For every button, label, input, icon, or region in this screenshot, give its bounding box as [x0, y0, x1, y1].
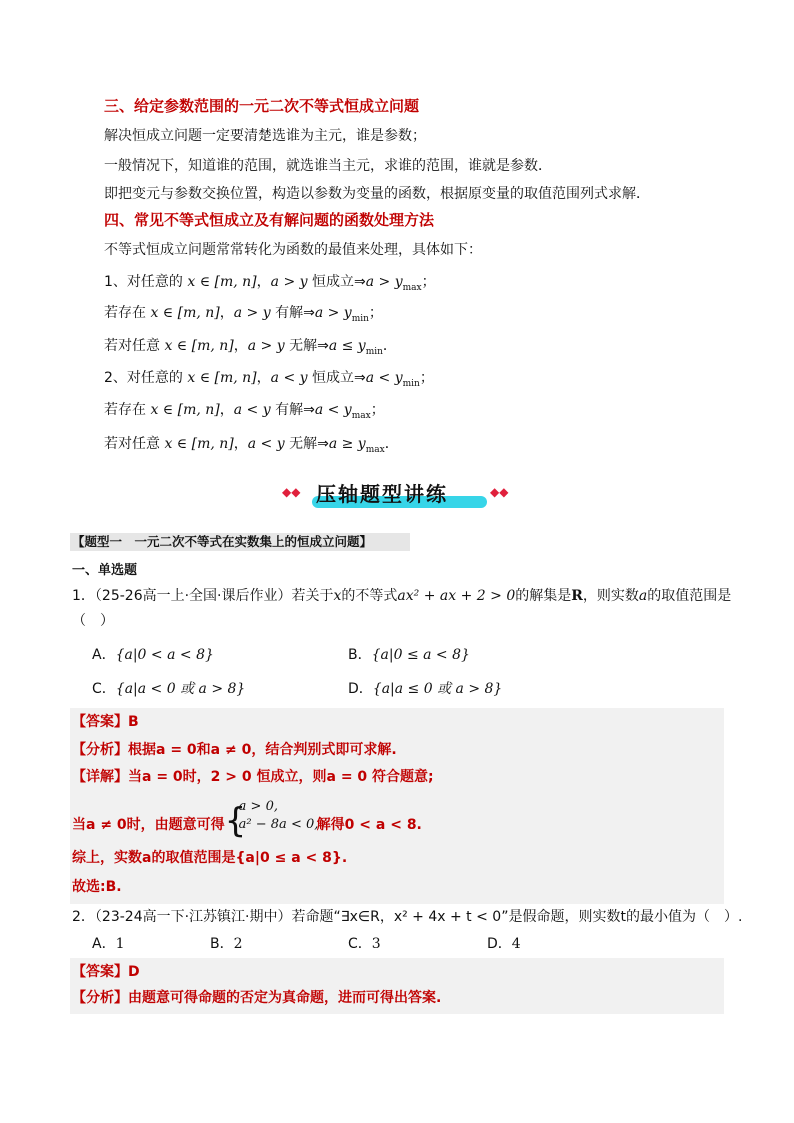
rule-subscript: max: [365, 444, 385, 455]
set-R: R: [571, 588, 583, 604]
detail-line-4: 故选:B.: [72, 879, 122, 895]
domain-expr: x ∈ [m, n]: [187, 370, 257, 386]
question-2-stem: 2．（23-24高一下·江苏镇江·期中）若命题“∃x∈R，x² + 4x + t < 0”是假命题，则实数t的最小值为（ ）.: [72, 909, 743, 925]
comma: ，: [256, 370, 271, 386]
rule-result: a > y: [365, 274, 403, 290]
domain-expr: x ∈ [m, n]: [150, 305, 220, 321]
comma: ，: [219, 305, 234, 321]
stem-text: 若关于: [291, 588, 334, 604]
rule-line: [104, 303, 383, 329]
paragraph-2: 一般情况下，知道谁的范围，就选谁当主元，求谁的范围，谁就是参数．: [104, 158, 552, 174]
rule-end: ．: [384, 436, 399, 452]
rule-end: ．: [382, 338, 397, 354]
option-B[interactable]: B．{a|0 ≤ a < 8}: [348, 647, 470, 663]
rule-condition: a > y: [270, 274, 308, 290]
single-choice-heading: 一、单选题: [72, 563, 138, 578]
q2-answer-line: 【答案】D: [72, 964, 140, 980]
rule-result: a ≤ y: [328, 338, 366, 354]
detail-line-1: 【详解】当a = 0时，2 > 0 恒成立，则a = 0 符合题意;: [72, 769, 434, 785]
comma: ，: [233, 436, 248, 452]
paragraph-1: 解决恒成立问题一定要清楚选谁为主元，谁是参数；: [104, 128, 426, 144]
rule-prefix: 若对任意: [104, 436, 165, 452]
answer-paren: （ ）: [72, 613, 114, 629]
rule-line: [104, 400, 385, 426]
rule-end: ；: [370, 402, 385, 418]
rule-line: [104, 272, 436, 298]
rule-verb: 恒成立⇒: [307, 370, 366, 386]
rule-prefix: 2、对任意的: [104, 370, 188, 386]
q2-option-C[interactable]: C．3: [348, 936, 381, 952]
diamond-icon-right: ◆◆: [490, 485, 509, 499]
var-a: a: [638, 588, 648, 604]
analysis-line: 【分析】根据a = 0和a ≠ 0，结合判别式即可求解.: [72, 742, 397, 758]
rule-end: ；: [421, 274, 436, 290]
rule-condition: a > y: [247, 338, 285, 354]
rule-verb: 无解⇒: [284, 436, 329, 452]
banner-title: 压轴题型讲练: [316, 482, 448, 506]
diamond-icon-left: ◆◆: [282, 485, 301, 499]
stem-text: 的解集是: [515, 588, 572, 604]
rule-subscript: min: [402, 378, 420, 389]
rule-prefix: 若对任意: [104, 338, 165, 354]
paragraph-4: 不等式恒成立问题常常转化为函数的最值来处理，具体如下：: [104, 242, 482, 258]
rule-subscript: min: [351, 313, 369, 324]
rule-subscript: max: [402, 282, 422, 293]
section-3-title: 三、给定参数范围的一元二次不等式恒成立问题: [104, 97, 420, 115]
var-x: x: [333, 588, 342, 604]
rule-verb: 有解⇒: [270, 305, 315, 321]
rule-line: [104, 368, 434, 394]
domain-expr: x ∈ [m, n]: [164, 338, 234, 354]
rule-verb: 恒成立⇒: [307, 274, 366, 290]
rule-subscript: max: [351, 410, 371, 421]
q2-option-A[interactable]: A．1: [92, 936, 125, 952]
rule-result: a > y: [314, 305, 352, 321]
domain-expr: x ∈ [m, n]: [164, 436, 234, 452]
rule-result: a < y: [365, 370, 403, 386]
type-tag: 【题型一 一元二次不等式在实数集上的恒成立问题】: [72, 534, 373, 549]
rule-condition: a < y: [270, 370, 308, 386]
equation-system: { a > 0, a² − 8a < 0,: [224, 799, 319, 841]
answer-line: 【答案】B: [72, 714, 139, 730]
domain-expr: x ∈ [m, n]: [150, 402, 220, 418]
question-number: 1．: [72, 588, 95, 604]
rule-result: a < y: [314, 402, 352, 418]
section-4-title: 四、常见不等式恒成立及有解问题的函数处理方法: [104, 211, 435, 229]
rule-condition: a < y: [233, 402, 271, 418]
rule-prefix: 若存在: [104, 305, 151, 321]
rule-line: [104, 336, 397, 362]
option-A[interactable]: A．{a|0 < a < 8}: [92, 647, 214, 663]
rule-line: [104, 434, 399, 460]
rule-end: ；: [419, 370, 434, 386]
detail-line-3: 综上，实数a的取值范围是{a|0 ≤ a < 8}.: [72, 850, 348, 866]
q2-analysis-line: 【分析】由题意可得命题的否定为真命题，进而可得出答案.: [72, 990, 442, 1006]
option-D[interactable]: D．{a|a ≤ 0 或 a > 8}: [348, 681, 503, 697]
q2-option-B[interactable]: B．2: [210, 936, 243, 952]
rule-verb: 无解⇒: [284, 338, 329, 354]
question-source: （25-26高一上·全国·课后作业）: [94, 588, 292, 604]
comma: ，: [233, 338, 248, 354]
rule-condition: a > y: [233, 305, 271, 321]
stem-text: 的取值范围是: [647, 588, 732, 604]
rule-condition: a < y: [247, 436, 285, 452]
rule-end: ；: [368, 305, 383, 321]
rule-prefix: 若存在: [104, 402, 151, 418]
rule-prefix: 1、对任意的: [104, 274, 188, 290]
paragraph-3: 即把变元与参数交换位置，构造以参数为变量的函数，根据原变量的取值范围列式求解．: [104, 186, 650, 202]
rule-result: a ≥ y: [328, 436, 366, 452]
rule-subscript: min: [365, 346, 383, 357]
stem-text: 的不等式: [341, 588, 398, 604]
detail-line-2: 当a ≠ 0时，由题意可得 { a > 0, a² − 8a < 0, 解得0 < a < 8.: [72, 799, 422, 841]
stem-text: ，则实数: [582, 588, 639, 604]
rule-verb: 有解⇒: [270, 402, 315, 418]
q2-option-D[interactable]: D．4: [487, 936, 521, 952]
domain-expr: x ∈ [m, n]: [187, 274, 257, 290]
comma: ，: [256, 274, 271, 290]
comma: ，: [219, 402, 234, 418]
option-C[interactable]: C．{a|a < 0 或 a > 8}: [92, 681, 246, 697]
section-banner: [0, 480, 794, 510]
inequality: ax² + ax + 2 > 0: [397, 588, 516, 604]
question-1-stem: [72, 586, 731, 606]
